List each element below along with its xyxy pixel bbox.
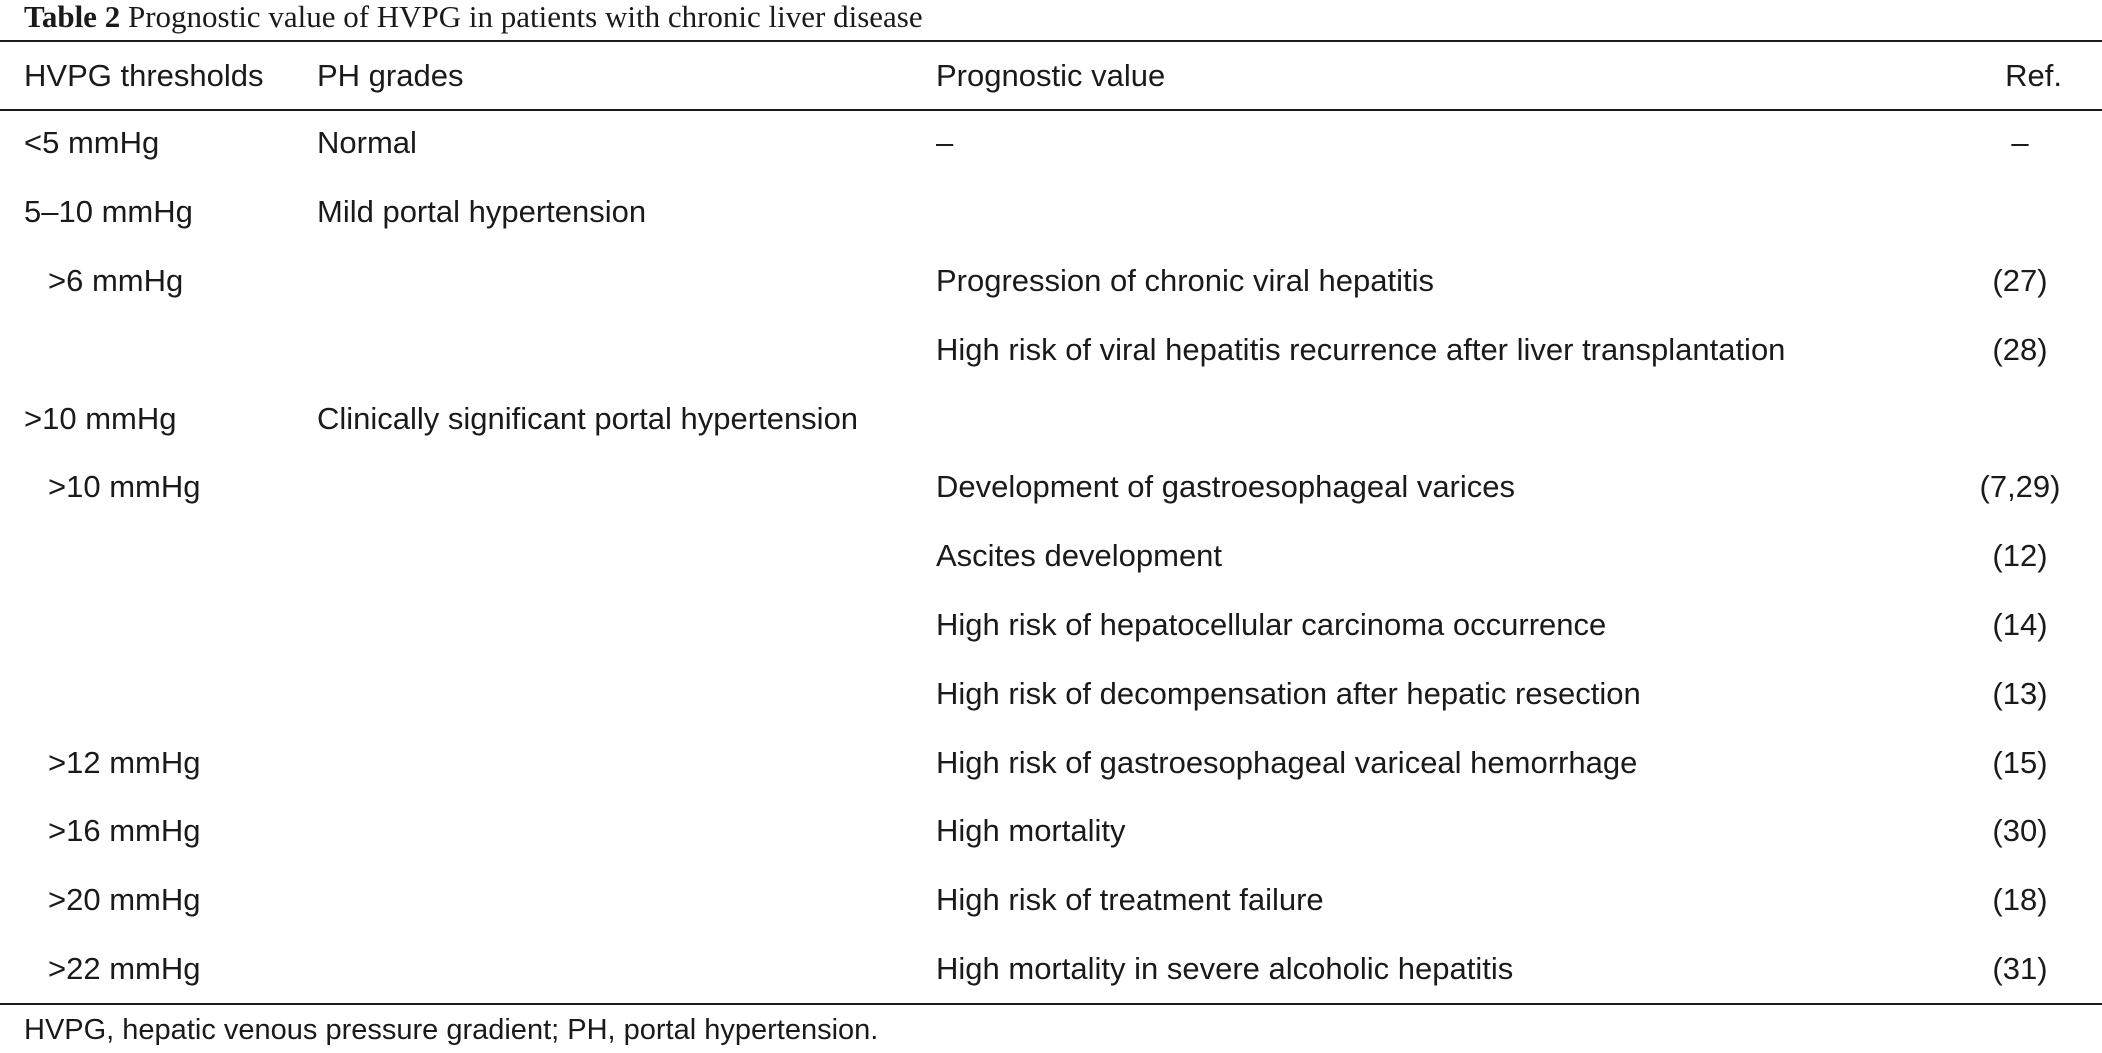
threshold-cell <box>0 659 317 728</box>
ref-cell <box>1938 384 2102 453</box>
threshold-cell <box>0 315 317 384</box>
threshold-cell: >22 mmHg <box>48 950 201 986</box>
header-ref: Ref. <box>2005 57 2062 93</box>
threshold-cell: >16 mmHg <box>48 813 201 849</box>
grade-cell <box>317 866 936 935</box>
threshold-cell: >10 mmHg <box>48 469 201 505</box>
table-row <box>0 797 2102 866</box>
threshold-cell <box>0 591 317 660</box>
table-row <box>0 728 2102 797</box>
grade-cell <box>317 659 936 728</box>
ref-cell: (27) <box>1992 262 2048 298</box>
table-footnote: HVPG, hepatic venous pressure gradient; PH, portal hypertension. <box>24 1014 879 1046</box>
table-row <box>0 315 2102 384</box>
grade-cell <box>317 935 936 1004</box>
threshold-cell: >6 mmHg <box>48 262 184 298</box>
table-caption-title: Prognostic value of HVPG in patients with chronic liver disease <box>127 0 923 34</box>
grade-cell <box>317 315 936 384</box>
table-header-row <box>0 42 2102 109</box>
threshold-cell: >20 mmHg <box>48 882 201 918</box>
table-row <box>0 659 2102 728</box>
prognostic-value-table <box>0 42 2102 1003</box>
ref-cell: (7,29) <box>1979 469 2061 505</box>
prognostic-value-cell: – <box>936 125 954 161</box>
prognostic-value-cell: High risk of treatment failure <box>936 882 1324 918</box>
prognostic-value-cell: High risk of gastroesophageal variceal hemorrhage <box>936 744 1638 780</box>
header-ph-grades: PH grades <box>317 57 464 93</box>
table-row <box>0 247 2102 316</box>
ref-cell: (30) <box>1992 813 2048 849</box>
prognostic-value-cell: High risk of hepatocellular carcinoma occurrence <box>936 606 1607 642</box>
threshold-cell: >12 mmHg <box>48 744 201 780</box>
grade-cell <box>317 522 936 591</box>
threshold-cell: 5–10 mmHg <box>24 194 193 230</box>
header-prognostic-value: Prognostic value <box>936 57 1166 93</box>
grade-cell: Mild portal hypertension <box>317 194 647 230</box>
prognostic-value-cell: High risk of decompensation after hepatic resection <box>936 675 1641 711</box>
ref-cell: (31) <box>1992 950 2048 986</box>
table-row <box>0 591 2102 660</box>
prognostic-value-cell: High mortality in severe alcoholic hepatitis <box>936 950 1514 986</box>
table-caption-label: Table 2 <box>24 0 121 34</box>
table-row <box>0 178 2102 247</box>
table-row <box>0 453 2102 522</box>
ref-cell: (12) <box>1992 538 2048 574</box>
table-row <box>0 109 2102 178</box>
threshold-cell: <5 mmHg <box>24 125 160 161</box>
grade-cell <box>317 728 936 797</box>
table-row <box>0 866 2102 935</box>
ref-cell: (13) <box>1992 675 2048 711</box>
prognostic-value-cell <box>936 384 1938 453</box>
threshold-cell: >10 mmHg <box>24 400 177 436</box>
ref-cell: (14) <box>1992 606 2048 642</box>
grade-cell <box>317 797 936 866</box>
grade-cell: Clinically significant portal hypertension <box>317 400 859 436</box>
table-row <box>0 522 2102 591</box>
header-hvpg-thresholds: HVPG thresholds <box>24 57 264 93</box>
grade-cell: Normal <box>317 125 417 161</box>
prognostic-value-cell: High mortality <box>936 813 1126 849</box>
ref-cell <box>1938 178 2102 247</box>
ref-cell: – <box>2011 125 2029 161</box>
prognostic-value-cell: High risk of viral hepatitis recurrence after liver transplantation <box>936 331 1786 367</box>
prognostic-value-cell <box>936 178 1938 247</box>
threshold-cell <box>0 522 317 591</box>
ref-cell: (15) <box>1992 744 2048 780</box>
table-caption <box>24 0 923 40</box>
ref-cell: (28) <box>1992 331 2048 367</box>
grade-cell <box>317 247 936 316</box>
table-row <box>0 384 2102 453</box>
table-row <box>0 935 2102 1004</box>
prognostic-value-cell: Progression of chronic viral hepatitis <box>936 262 1434 298</box>
grade-cell <box>317 453 936 522</box>
grade-cell <box>317 591 936 660</box>
prognostic-value-cell: Ascites development <box>936 538 1223 574</box>
prognostic-value-cell: Development of gastroesophageal varices <box>936 469 1516 505</box>
ref-cell: (18) <box>1992 882 2048 918</box>
